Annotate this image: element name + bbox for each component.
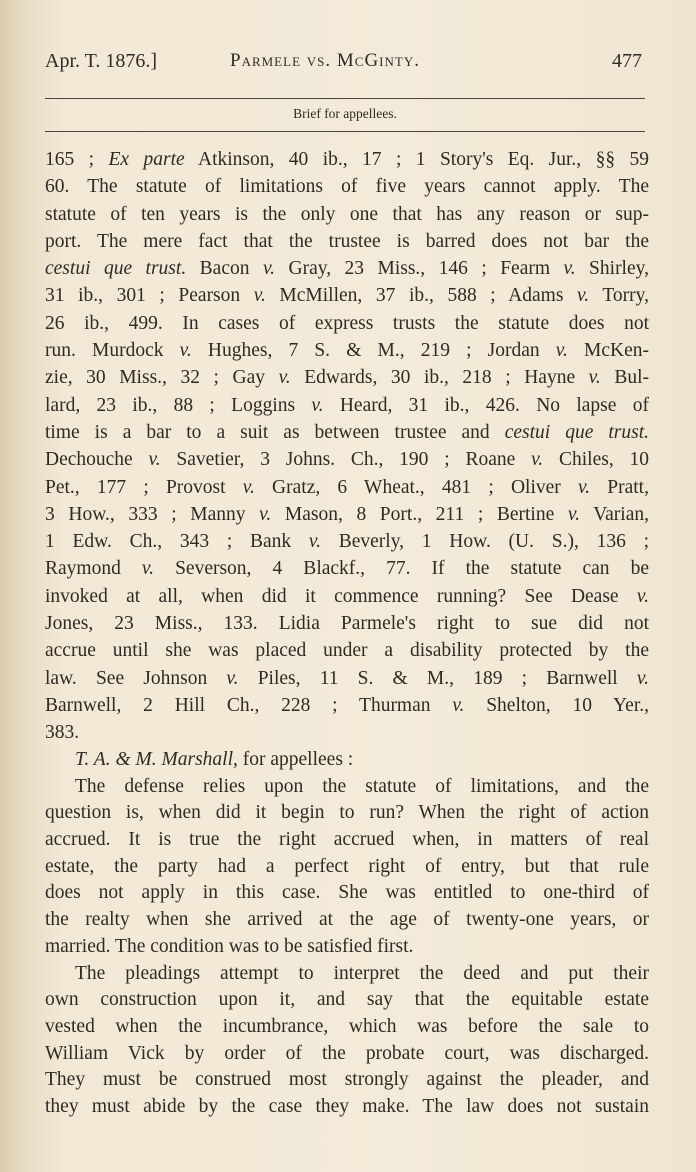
text-line — [45, 228, 649, 255]
text-segment: They must be construed most strongly against the pleader, and — [45, 1069, 649, 1091]
italic-text: v. — [259, 503, 272, 525]
italic-text: v. — [242, 476, 255, 498]
italic-text: v. — [577, 285, 590, 307]
text-line — [45, 337, 649, 364]
text-segment: Raymond — [45, 558, 142, 580]
italic-text: v. — [636, 585, 649, 607]
text-line — [45, 1066, 649, 1093]
text-segment: Gray, 23 Miss., 146 ; Fearm — [275, 258, 564, 280]
text-line — [45, 906, 649, 933]
header-rule-bottom — [45, 131, 645, 132]
running-head-title: Parmele vs. McGinty. — [230, 50, 420, 71]
text-segment: Bul- — [600, 367, 649, 389]
text-segment: Pet., 177 ; Provost — [45, 476, 243, 498]
italic-text: v. — [577, 476, 591, 498]
text-line — [45, 719, 649, 746]
text-line — [45, 282, 649, 309]
text-segment: Heard, 31 ib., 426. No lapse of — [323, 394, 649, 416]
italic-text: v. — [311, 394, 324, 416]
page-number: 477 — [612, 50, 642, 72]
text-segment: William Vick by order of the probate court, was discharged. — [45, 1042, 649, 1064]
text-line — [45, 555, 649, 582]
text-segment: time is a bar to a suit as between trustee and — [45, 421, 505, 443]
text-line — [45, 364, 649, 391]
text-segment: Jones, 23 Miss., 133. Lidia Parmele's right to sue did not — [45, 613, 649, 635]
text-segment: The defense relies upon the statute of limitations, and the — [75, 775, 649, 797]
text-segment: Severson, 4 Blackf., 77. If the statute can be — [154, 558, 649, 580]
text-segment: Edwards, 30 ib., 218 ; Hayne — [290, 367, 589, 389]
text-segment: Varian, — [579, 503, 649, 525]
text-segment: married. The condition was to be satisfied first. — [45, 935, 414, 957]
italic-text: cestui que trust. — [45, 258, 187, 280]
text-segment: Bacon — [186, 258, 263, 280]
text-segment: accrue until she was placed under a disability protected by the — [45, 640, 649, 662]
italic-text: v. — [588, 367, 601, 389]
text-segment: Beverly, 1 How. (U. S.), 136 ; — [320, 531, 649, 553]
text-segment: 3 How., 333 ; Manny — [45, 503, 260, 525]
italic-text: v. — [253, 285, 266, 307]
text-segment: Hughes, 7 S. & M., 219 ; Jordan — [191, 340, 556, 362]
text-segment: 60. The statute of limitations of five years cannot apply. The — [45, 176, 649, 198]
running-head-term: Apr. T. 1876.] — [45, 50, 158, 72]
text-segment: does not apply in this case. She was entitled to one-third of — [45, 882, 649, 904]
text-line — [45, 583, 649, 610]
italic-text: v. — [452, 694, 465, 716]
italic-text: v. — [278, 367, 291, 389]
text-segment: they must abide by the case they make. The law does not sustain — [45, 1096, 649, 1118]
text-line — [45, 474, 649, 501]
text-segment: Mason, 8 Port., 211 ; Bertine — [271, 503, 568, 525]
italic-text: v. — [555, 340, 568, 362]
text-segment: Atkinson, 40 ib., 17 ; 1 Story's Eq. Jur., §§ 59 — [184, 149, 649, 170]
italic-text: v. — [262, 258, 276, 280]
text-line — [45, 1013, 649, 1040]
italic-text: Ex parte — [108, 149, 185, 170]
text-line — [45, 392, 649, 419]
text-line — [45, 419, 649, 446]
text-segment: the realty when she arrived at the age of twenty-one years, or — [45, 909, 649, 931]
italic-text: v. — [179, 340, 192, 362]
text-segment: Barnwell, 2 Hill Ch., 228 ; Thurman — [45, 694, 453, 716]
text-segment: Dechouche — [45, 449, 149, 471]
text-line — [45, 637, 649, 664]
italic-text: v. — [636, 667, 649, 689]
text-segment: 26 ib., 499. In cases of express trusts the statute does not — [45, 312, 649, 334]
italic-text: v. — [563, 258, 576, 280]
text-line — [45, 1093, 649, 1120]
text-segment: statute of ten years is the only one that has any reason or sup- — [45, 203, 649, 225]
text-segment: run. Murdock — [45, 340, 180, 362]
text-line — [45, 879, 649, 906]
text-segment: Torry, — [589, 285, 649, 307]
body-text — [45, 146, 649, 1120]
text-line — [45, 665, 649, 692]
text-segment: invoked at all, when did it commence running? See Dease — [45, 585, 637, 607]
text-segment: 165 ; — [45, 149, 109, 170]
text-segment: 1 Edw. Ch., 343 ; Bank — [45, 531, 309, 553]
text-segment: accrued. It is true the right accrued when, in matters of real — [45, 829, 649, 851]
text-segment: The pleadings attempt to interpret the deed and put their — [75, 962, 649, 984]
italic-text: v. — [141, 558, 154, 580]
text-segment: vested when the incumbrance, which was before the sale to — [45, 1015, 649, 1037]
text-segment: Pratt, — [590, 476, 649, 498]
italic-text: cestui que trust. — [504, 421, 649, 443]
text-line — [45, 692, 649, 719]
text-line — [45, 853, 649, 880]
text-segment: question is, when did it begin to run? When the right of action — [45, 802, 649, 824]
italic-text: T. A. & M. Marshall — [75, 748, 233, 770]
section-heading: Brief for appellees. — [293, 106, 397, 121]
text-line — [45, 1040, 649, 1067]
text-segment: , for appellees : — [233, 748, 354, 770]
text-segment: McMillen, 37 ib., 588 ; Adams — [265, 285, 578, 307]
text-segment: Shirley, — [575, 258, 649, 280]
text-segment: law. See Johnson — [45, 667, 227, 689]
text-line — [45, 746, 649, 773]
text-line — [45, 610, 649, 637]
text-segment: zie, 30 Miss., 32 ; Gay — [45, 367, 279, 389]
text-segment: Gratz, 6 Wheat., 481 ; Oliver — [254, 476, 578, 498]
italic-text: v. — [308, 531, 321, 553]
text-line — [45, 446, 649, 473]
text-line — [45, 310, 649, 337]
text-segment: port. The mere fact that the trustee is barred does not bar the — [45, 230, 649, 252]
text-segment: estate, the party had a perfect right of entry, but that rule — [45, 855, 649, 877]
text-segment: 383. — [45, 722, 80, 744]
text-segment: McKen- — [567, 340, 649, 362]
text-segment: 31 ib., 301 ; Pearson — [45, 285, 254, 307]
text-segment: lard, 23 ib., 88 ; Loggins — [45, 394, 312, 416]
text-line — [45, 799, 649, 826]
text-segment: Savetier, 3 Johns. Ch., 190 ; Roane — [160, 449, 532, 471]
italic-text: v. — [226, 667, 239, 689]
header-rule-top — [45, 98, 645, 99]
italic-text: v. — [531, 449, 544, 471]
text-segment: Piles, 11 S. & M., 189 ; Barnwell — [238, 667, 637, 689]
text-line — [45, 773, 649, 800]
text-line — [45, 826, 649, 853]
text-segment: own construction upon it, and say that the equitable estate — [45, 989, 649, 1011]
text-line — [45, 173, 649, 200]
italic-text: v. — [567, 503, 580, 525]
text-segment: Chiles, 10 — [543, 449, 649, 471]
text-line — [45, 933, 649, 960]
text-line — [45, 146, 649, 173]
text-line — [45, 960, 649, 987]
text-line — [45, 501, 649, 528]
italic-text: v. — [148, 449, 161, 471]
text-line — [45, 201, 649, 228]
text-line — [45, 986, 649, 1013]
text-line — [45, 528, 649, 555]
text-line — [45, 255, 649, 282]
text-segment: Shelton, 10 Yer., — [464, 694, 649, 716]
